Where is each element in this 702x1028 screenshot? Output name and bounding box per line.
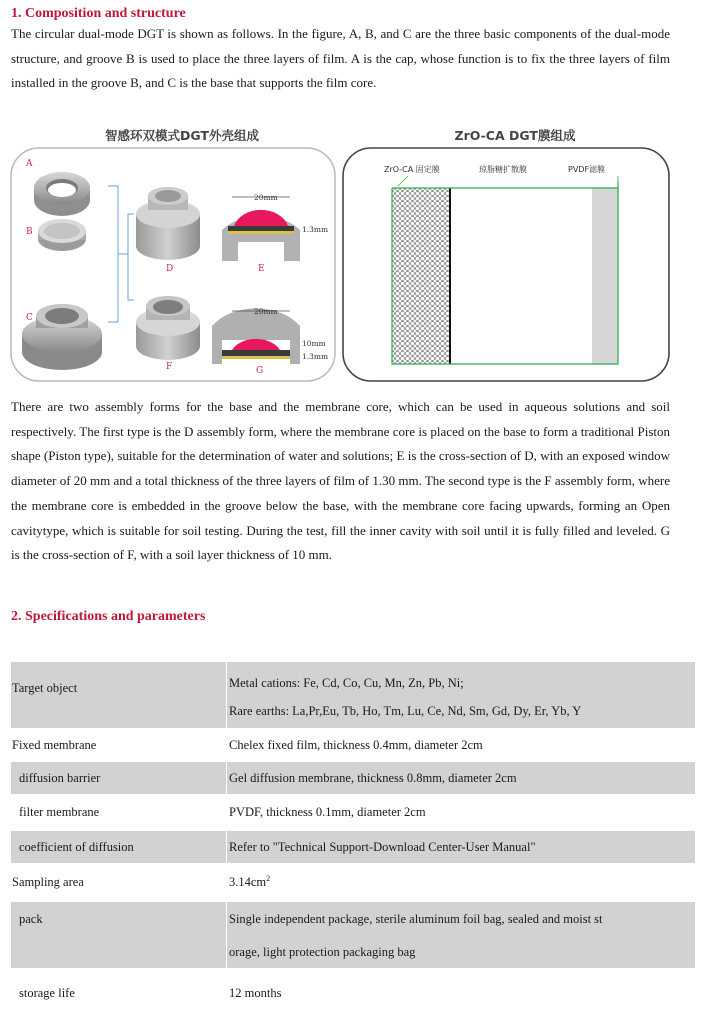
row-value-target: Metal cations: Fe, Cd, Co, Cu, Mn, Zn, Pb, Ni; Rare earths: La,Pr,Eu, Tb, Ho, Tm, Lu, Ce, Nd, Sm, Gd, Dy, Er, Yb, Y xyxy=(227,662,696,729)
dim-thick-bottom: 1.3mm xyxy=(302,352,329,361)
dim-window-top: 20mm xyxy=(254,193,278,202)
table-row xyxy=(11,795,696,831)
table-row xyxy=(11,762,696,795)
label-e: E xyxy=(258,264,265,274)
row-label-filter: filter membrane xyxy=(11,795,227,831)
table-row xyxy=(11,729,696,762)
cap-a xyxy=(34,172,90,216)
label-f: F xyxy=(166,362,173,372)
row-value-storage: 12 months xyxy=(227,969,696,1018)
table-row xyxy=(11,864,696,902)
row-value-pack: Single independent package, sterile aluminum foil bag, sealed and moist st orage, light protection packaging bag xyxy=(227,902,696,969)
section-1-intro: The circular dual-mode DGT is shown as follows. In the figure, A, B, and C are the three basic components of the dual-mode structure, and groove B is used to place the three layers of film. A is the cap, whose function is to fix the three layers of film installed in the groove B, and C is the base that supports the film core. xyxy=(11,26,670,91)
row-label-target: Target object xyxy=(11,662,227,729)
row-label-area: Sampling area xyxy=(11,864,227,902)
section-2-heading: 2. Specifications and parameters xyxy=(11,609,206,624)
dgt-figure xyxy=(10,126,670,382)
label-a: A xyxy=(26,159,33,169)
left-panel-title: 智感环双模式DGT外壳组成 xyxy=(105,128,259,143)
table-row xyxy=(11,831,696,864)
label-d: D xyxy=(166,264,174,274)
table-row xyxy=(11,662,696,729)
label-b: B xyxy=(26,227,33,237)
dim-soil: 10mm xyxy=(302,339,326,348)
layer-label-fixed: ZrO-CA 固定膜 xyxy=(384,165,440,174)
table-row xyxy=(11,969,696,1018)
dim-thick-top: 1.3mm xyxy=(302,225,329,234)
spec-table xyxy=(10,661,696,1018)
filter-layer xyxy=(592,188,618,364)
row-label-storage: storage life xyxy=(11,969,227,1018)
table-row xyxy=(11,902,696,969)
label-g: G xyxy=(256,366,264,376)
row-label-diffusion: diffusion barrier xyxy=(11,762,227,795)
row-value-fixed: Chelex fixed film, thickness 0.4mm, diameter 2cm xyxy=(227,729,696,762)
groove-b xyxy=(38,219,86,251)
cross-section-g xyxy=(212,308,300,364)
dim-window-bottom: 20mm xyxy=(254,307,278,316)
layer-label-diffusion: 琼脂糖扩散膜 xyxy=(479,165,527,174)
row-value-coefficient: Refer to "Technical Support-Download Center-User Manual" xyxy=(227,831,696,864)
diffusion-layer xyxy=(450,188,592,364)
row-value-diffusion: Gel diffusion membrane, thickness 0.8mm, diameter 2cm xyxy=(227,762,696,795)
right-panel-title: ZrO-CA DGT膜组成 xyxy=(454,128,576,143)
layer-label-filter: PVDF滤膜 xyxy=(568,165,606,174)
label-c: C xyxy=(26,313,33,323)
row-label-fixed: Fixed membrane xyxy=(11,729,227,762)
assembly-description: There are two assembly forms for the base and the membrane core, which can be used in aqueous solutions and soil respectively. The first type is the D assembly form, where the membrane core is placed on the base to form a traditional Piston shape (Piston type), suitable for the determination of water and solutions; E is the cross-section of D, with an exposed window diameter of 20 mm and a total thickness of the three layers of film of 1.30 mm. The second type is the F assembly form, where the membrane core is embedded in the groove below the base, with the membrane core facing upwards, forming an Open cavitytype, which is suitable for soil testing. During the test, fill the inner cavity with soil until it is fully filled and leveled. G is the cross-section of F, with a soil layer thickness of 10 mm. xyxy=(11,399,670,563)
row-value-area: $3.14cm^2$ xyxy=(227,864,696,902)
fixed-layer xyxy=(392,188,450,364)
row-value-filter: PVDF, thickness 0.1mm, diameter 2cm xyxy=(227,795,696,831)
row-label-coefficient: coefficient of diffusion xyxy=(11,831,227,864)
row-label-pack: pack xyxy=(11,902,227,969)
section-1-heading: 1. Composition and structure xyxy=(11,6,186,21)
